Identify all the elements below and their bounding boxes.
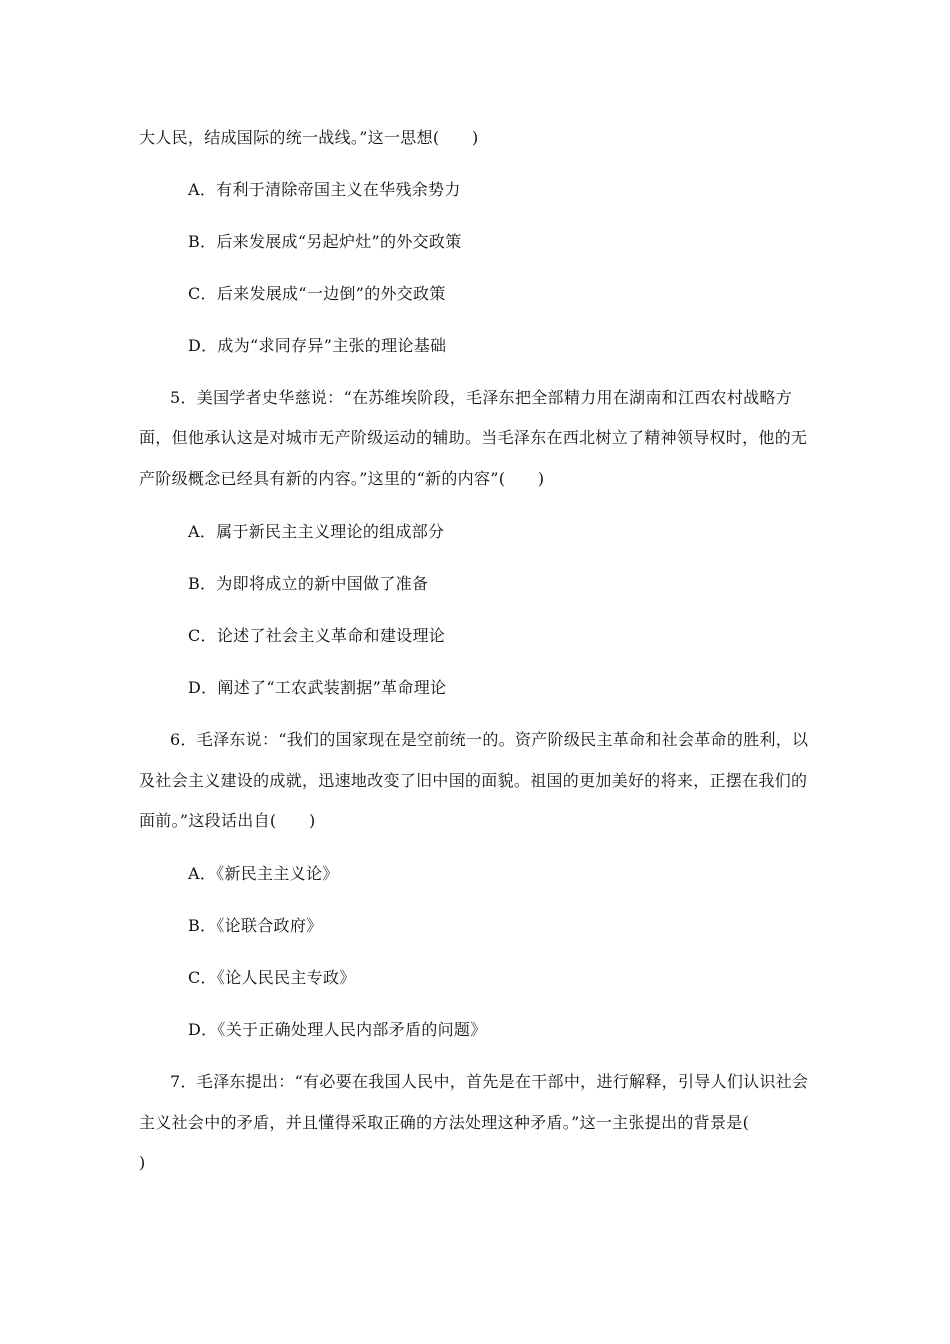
question-6-stem-line-2: 及社会主义建设的成就，迅速地改变了旧中国的面貌。祖国的更加美好的将来，正摆在我们的 [139,771,808,790]
question-7-stem-line-1: 7．毛泽东提出：“有必要在我国人民中，首先是在干部中，进行解释，引导人们认识社会 [170,1072,809,1091]
question-6-option-a: A．《新民主主义论》 [188,864,339,883]
question-5-option-c: C．论述了社会主义革命和建设理论 [188,626,446,645]
question-4-option-c: C．后来发展成“一边倒”的外交政策 [188,284,446,303]
question-5-option-a: A．属于新民主主义理论的组成部分 [188,522,445,541]
question-5-stem-line-2: 面，但他承认这是对城市无产阶级运动的辅助。当毛泽东在西北树立了精神领导权时，他的无 [139,428,808,447]
question-4-option-d: D．成为“求同存异”主张的理论基础 [188,336,447,355]
question-5-option-d: D．阐述了“工农武装割据”革命理论 [188,678,447,697]
question-5-stem-line-3: 产阶级概念已经具有新的内容。”这里的“新的内容”( ) [139,469,545,488]
question-7-stem-line-3: ) [139,1153,146,1172]
question-6-option-b: B．《论联合政府》 [188,916,323,935]
question-7-stem-line-2: 主义社会中的矛盾，并且懂得采取正确的方法处理这种矛盾。”这一主张提出的背景是( [139,1113,750,1132]
question-4-option-a: A．有利于清除帝国主义在华残余势力 [188,180,461,199]
question-6-stem-line-1: 6．毛泽东说：“我们的国家现在是空前统一的。资产阶级民主革命和社会革命的胜利，以 [170,730,809,749]
question-6-stem-line-3: 面前。”这段话出自( ) [139,811,316,830]
question-6-option-c: C．《论人民民主专政》 [188,968,356,987]
question-4-option-b: B．后来发展成“另起炉灶”的外交政策 [188,232,462,251]
question-5-option-b: B．为即将成立的新中国做了准备 [188,574,429,593]
question-6-option-d: D．《关于正确处理人民内部矛盾的问题》 [188,1020,487,1039]
question-4-stem-tail: 大人民，结成国际的统一战线。”这一思想( ) [139,128,479,147]
question-5-stem-line-1: 5．美国学者史华慈说：“在苏维埃阶段，毛泽东把全部精力用在湖南和江西农村战略方 [170,388,793,407]
